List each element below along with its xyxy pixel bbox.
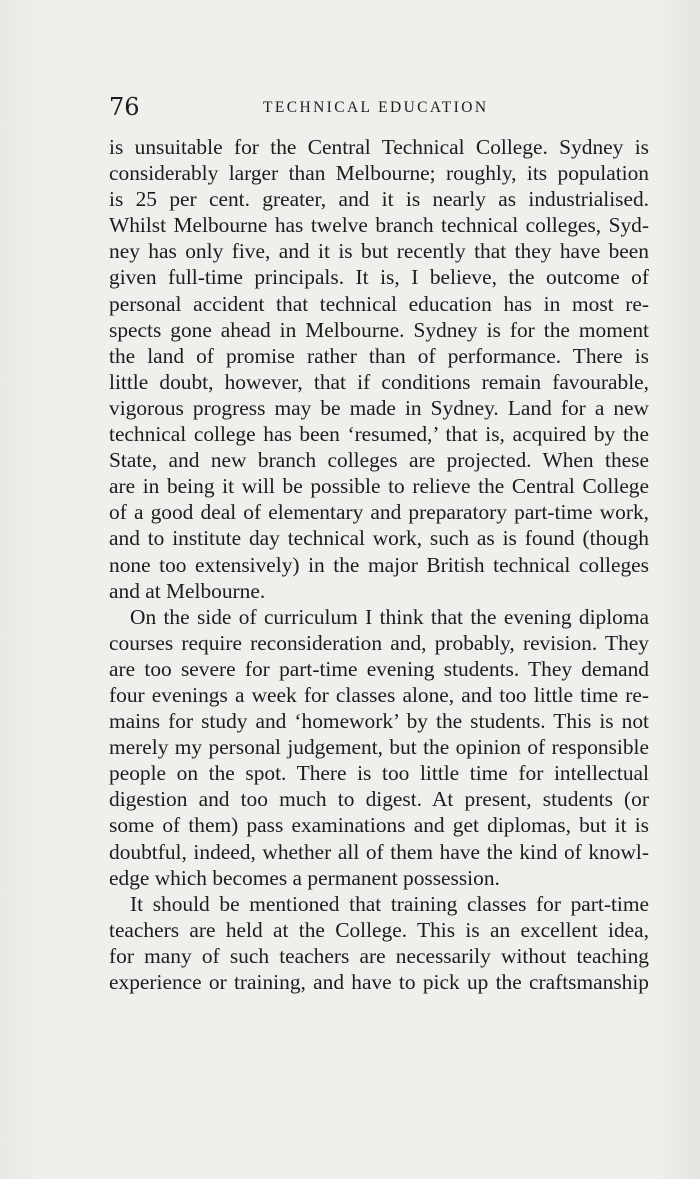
text-line: given full-time principals. It is, I believe, the outcome of: [109, 265, 649, 290]
running-title: TECHNICAL EDUCATION: [263, 99, 489, 116]
text-line: four evenings a week for classes alone, and too little time re-: [109, 682, 649, 707]
text-line: for many of such teachers are necessarily without teaching: [109, 943, 649, 968]
text-line: of a good deal of elementary and preparatory part-time work,: [109, 500, 649, 525]
text-line: merely my personal judgement, but the opinion of responsible: [109, 735, 649, 760]
text-line: ney has only five, and it is but recently that they have been: [109, 239, 649, 264]
text-line: little doubt, however, that if conditions remain favourable,: [109, 369, 649, 394]
text-line: spects gone ahead in Melbourne. Sydney is for the moment: [109, 317, 649, 342]
page-number: 76: [109, 93, 140, 121]
text-line: It should be mentioned that training classes for part-time: [130, 891, 649, 916]
text-line: people on the spot. There is too little time for intellectual: [109, 761, 649, 786]
body-text: [109, 134, 649, 995]
text-line: doubtful, indeed, whether all of them have the kind of knowl-: [109, 839, 649, 864]
text-line: State, and new branch colleges are projected. When these: [109, 448, 649, 473]
text-line: are too severe for part-time evening students. They demand: [109, 656, 649, 681]
text-line: teachers are held at the College. This is an excellent idea,: [109, 917, 649, 942]
text-line: are in being it will be possible to relieve the Central College: [109, 474, 649, 499]
text-line: the land of promise rather than of performance. There is: [109, 343, 649, 368]
text-line: and at Melbourne.: [109, 578, 266, 603]
text-line: and to institute day technical work, such as is found (though: [109, 526, 649, 551]
text-line: courses require reconsideration and, probably, revision. They: [109, 630, 649, 655]
text-line: experience or training, and have to pick up the craftsmanship: [109, 970, 649, 994]
text-line: is unsuitable for the Central Technical College. Sydney is: [109, 135, 649, 159]
text-line: edge which becomes a permanent possession.: [109, 865, 500, 890]
text-line: is 25 per cent. greater, and it is nearly as industrialised.: [109, 187, 649, 212]
paragraph: [109, 891, 649, 995]
text-line: mains for study and ‘homework’ by the students. This is not: [109, 709, 649, 734]
paragraph: [109, 134, 649, 604]
text-line: personal accident that technical education has in most re-: [109, 291, 649, 316]
text-line: digestion and too much to digest. At present, students (or: [109, 787, 649, 812]
text-line: none too extensively) in the major British technical colleges: [109, 552, 649, 577]
text-line: considerably larger than Melbourne; roughly, its population: [109, 161, 649, 186]
text-line: On the side of curriculum I think that the evening diploma: [130, 604, 649, 629]
text-line: some of them) pass examinations and get diplomas, but it is: [109, 813, 649, 838]
paragraph: [109, 604, 649, 891]
text-line: Whilst Melbourne has twelve branch technical colleges, Syd-: [109, 213, 649, 238]
text-line: vigorous progress may be made in Sydney. Land for a new: [109, 395, 649, 420]
text-line: technical college has been ‘resumed,’ that is, acquired by the: [109, 422, 649, 447]
running-head: [109, 92, 649, 122]
